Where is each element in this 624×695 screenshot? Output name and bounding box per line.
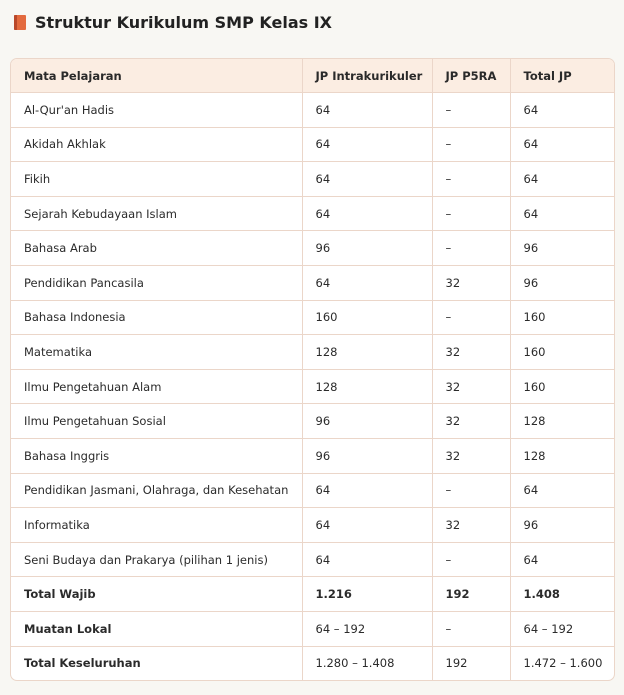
cell-jp-intrakurikuler: 64 <box>302 127 432 162</box>
cell-subject: Ilmu Pengetahuan Sosial <box>11 404 302 439</box>
title-row <box>14 11 332 33</box>
cell-subject: Akidah Akhlak <box>11 127 302 162</box>
table-row <box>11 508 614 543</box>
cell-subject: Ilmu Pengetahuan Alam <box>11 369 302 404</box>
cell-subject: Total Wajib <box>11 577 302 612</box>
cell-total-jp: 128 <box>510 438 614 473</box>
header-jp-intrakurikuler: JP Intrakurikuler <box>302 59 432 93</box>
cell-jp-p5ra: 32 <box>432 508 510 543</box>
table-row <box>11 162 614 197</box>
curriculum-table <box>11 59 614 680</box>
cell-jp-intrakurikuler: 96 <box>302 404 432 439</box>
table-row <box>11 231 614 266</box>
cell-subject: Pendidikan Jasmani, Olahraga, dan Kesehatan <box>11 473 302 508</box>
cell-jp-p5ra: – <box>432 473 510 508</box>
cell-subject: Fikih <box>11 162 302 197</box>
cell-jp-intrakurikuler: 96 <box>302 231 432 266</box>
table-row <box>11 542 614 577</box>
cell-subject: Muatan Lokal <box>11 611 302 646</box>
table-row <box>11 265 614 300</box>
cell-jp-intrakurikuler: 64 <box>302 196 432 231</box>
cell-jp-intrakurikuler: 64 <box>302 542 432 577</box>
cell-jp-intrakurikuler: 128 <box>302 335 432 370</box>
cell-jp-intrakurikuler: 64 <box>302 265 432 300</box>
cell-total-jp: 160 <box>510 300 614 335</box>
cell-jp-p5ra: 32 <box>432 335 510 370</box>
muatan-lokal-row <box>11 611 614 646</box>
cell-jp-p5ra: – <box>432 196 510 231</box>
cell-jp-intrakurikuler: 64 <box>302 508 432 543</box>
cell-total-jp: 64 <box>510 162 614 197</box>
cell-subject: Bahasa Arab <box>11 231 302 266</box>
header-jp-p5ra: JP P5RA <box>432 59 510 93</box>
cell-jp-intrakurikuler: 64 <box>302 162 432 197</box>
cell-jp-p5ra: 192 <box>432 646 510 680</box>
cell-jp-p5ra: 32 <box>432 265 510 300</box>
curriculum-table-container <box>10 58 615 681</box>
cell-total-jp: 96 <box>510 265 614 300</box>
cell-jp-intrakurikuler: 64 – 192 <box>302 611 432 646</box>
header-total-jp: Total JP <box>510 59 614 93</box>
table-row <box>11 438 614 473</box>
cell-jp-intrakurikuler: 160 <box>302 300 432 335</box>
cell-jp-intrakurikuler: 128 <box>302 369 432 404</box>
cell-jp-p5ra: 32 <box>432 404 510 439</box>
table-row <box>11 300 614 335</box>
cell-total-jp: 160 <box>510 369 614 404</box>
cell-subject: Bahasa Inggris <box>11 438 302 473</box>
table-row <box>11 404 614 439</box>
cell-total-jp: 64 <box>510 127 614 162</box>
total-keseluruhan-row <box>11 646 614 680</box>
cell-jp-p5ra: – <box>432 300 510 335</box>
table-header-row <box>11 59 614 93</box>
cell-jp-intrakurikuler: 64 <box>302 473 432 508</box>
cell-jp-p5ra: – <box>432 93 510 128</box>
table-row <box>11 127 614 162</box>
cell-subject: Seni Budaya dan Prakarya (pilihan 1 jenis) <box>11 542 302 577</box>
cell-total-jp: 64 <box>510 473 614 508</box>
cell-total-jp: 1.472 – 1.600 <box>523 656 603 671</box>
cell-jp-p5ra: – <box>432 127 510 162</box>
cell-total-jp: 1.408 <box>510 577 614 612</box>
table-row <box>11 93 614 128</box>
cell-total-jp: 96 <box>510 508 614 543</box>
cell-jp-p5ra: – <box>432 611 510 646</box>
table-row <box>11 473 614 508</box>
cell-jp-intrakurikuler: 1.216 <box>302 577 432 612</box>
cell-subject: Total Keseluruhan <box>11 646 302 680</box>
cell-jp-intrakurikuler: 96 <box>302 438 432 473</box>
cell-jp-p5ra: 32 <box>432 369 510 404</box>
cell-total-jp: 64 <box>510 196 614 231</box>
table-row <box>11 369 614 404</box>
table-row <box>11 196 614 231</box>
cell-subject: Bahasa Indonesia <box>11 300 302 335</box>
cell-jp-p5ra: – <box>432 542 510 577</box>
header-subject: Mata Pelajaran <box>11 59 302 93</box>
table-row <box>11 335 614 370</box>
cell-subject: Pendidikan Pancasila <box>11 265 302 300</box>
cell-jp-p5ra: 192 <box>432 577 510 612</box>
cell-total-jp: 64 – 192 <box>510 611 614 646</box>
cell-total-jp: 160 <box>510 335 614 370</box>
cell-subject: Sejarah Kebudayaan Islam <box>11 196 302 231</box>
cell-jp-p5ra: – <box>432 231 510 266</box>
cell-subject: Al-Qur'an Hadis <box>11 93 302 128</box>
total-wajib-row <box>11 577 614 612</box>
page-title: Struktur Kurikulum SMP Kelas IX <box>35 12 332 32</box>
cell-subject: Matematika <box>11 335 302 370</box>
book-icon <box>14 15 26 30</box>
cell-jp-intrakurikuler: 1.280 – 1.408 <box>302 646 432 680</box>
cell-jp-p5ra: 32 <box>432 438 510 473</box>
cell-total-jp: 128 <box>510 404 614 439</box>
cell-subject: Informatika <box>11 508 302 543</box>
cell-total-jp: 64 <box>510 93 614 128</box>
cell-jp-intrakurikuler: 64 <box>302 93 432 128</box>
cell-total-jp: 64 <box>510 542 614 577</box>
cell-jp-p5ra: – <box>432 162 510 197</box>
cell-total-jp: 96 <box>510 231 614 266</box>
